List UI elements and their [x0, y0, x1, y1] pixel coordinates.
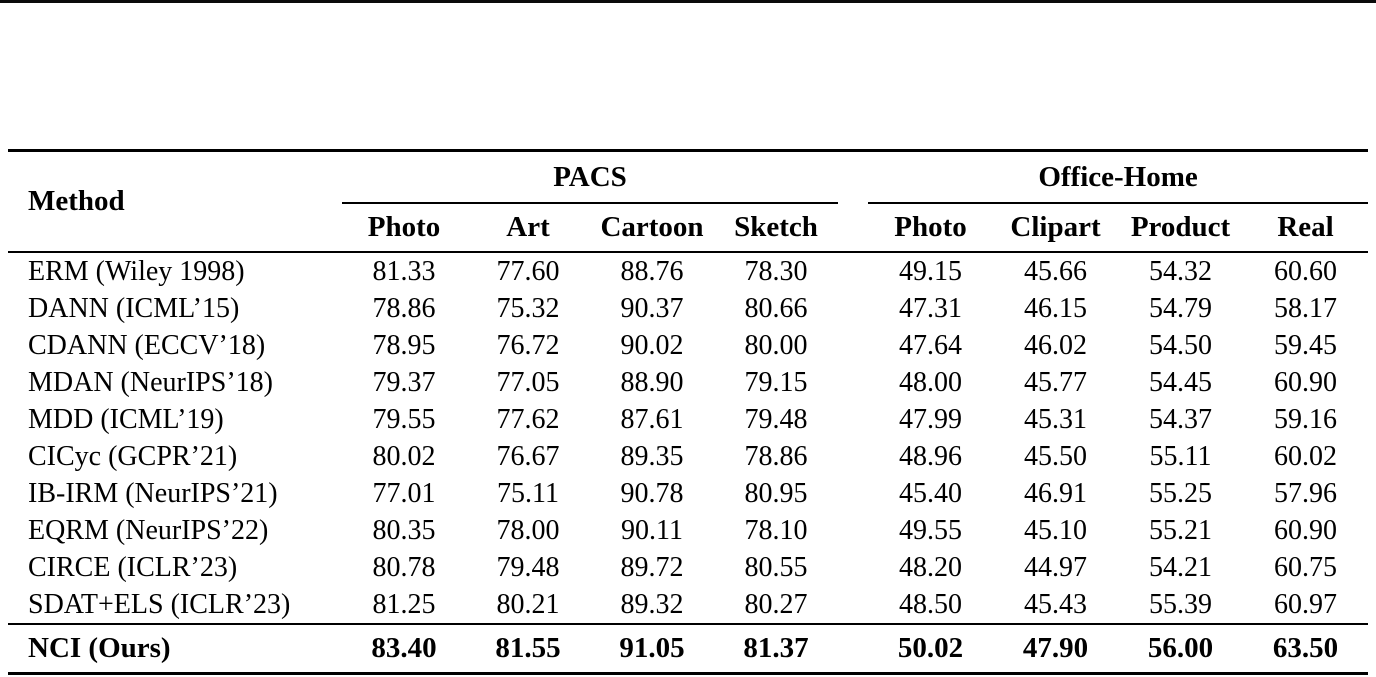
- value-cell: 78.30: [744, 255, 808, 287]
- value-cell: 60.60: [1274, 255, 1338, 287]
- value-cell: 58.17: [1274, 292, 1338, 324]
- method-cell: CDANN (ECCV’18): [28, 329, 266, 361]
- table-row: [8, 512, 1368, 549]
- value-cell: 91.05: [590, 624, 714, 674]
- column-header-pacs-photo: Photo: [342, 203, 466, 252]
- value-cell: 50.02: [868, 624, 993, 674]
- group-gap: [838, 512, 868, 549]
- method-column-header: Method: [8, 151, 342, 253]
- value-cell: 79.37: [372, 366, 436, 398]
- value-cell: 81.25: [372, 588, 436, 620]
- highlight-row-body: [8, 624, 1368, 674]
- value-cell: 77.05: [496, 366, 560, 398]
- value-cell: 47.99: [899, 403, 963, 435]
- value-cell: 76.72: [496, 329, 560, 361]
- method-cell: CIRCE (ICLR’23): [28, 551, 238, 583]
- value-cell: 79.55: [372, 403, 436, 435]
- value-cell: 48.96: [899, 440, 963, 472]
- value-cell: 88.90: [620, 366, 684, 398]
- table-body: [8, 252, 1368, 624]
- value-cell: 57.96: [1274, 477, 1338, 509]
- value-cell: 47.90: [993, 624, 1118, 674]
- value-cell: 46.91: [1024, 477, 1088, 509]
- value-cell: 54.32: [1149, 255, 1213, 287]
- value-cell: 89.32: [620, 588, 684, 620]
- value-cell: 83.40: [342, 624, 466, 674]
- highlight-row: [8, 624, 1368, 674]
- value-cell: 56.00: [1118, 624, 1243, 674]
- column-header-pacs-art: Art: [466, 203, 590, 252]
- value-cell: 48.20: [899, 551, 963, 583]
- group-gap: [838, 475, 868, 512]
- value-cell: 90.78: [620, 477, 684, 509]
- value-cell: 77.01: [372, 477, 436, 509]
- value-cell: 77.62: [496, 403, 560, 435]
- value-cell: 80.78: [372, 551, 436, 583]
- value-cell: 80.27: [744, 588, 808, 620]
- value-cell: 45.77: [1024, 366, 1088, 398]
- value-cell: 48.50: [899, 588, 963, 620]
- group-gap: [838, 252, 868, 290]
- value-cell: 78.00: [496, 514, 560, 546]
- value-cell: 59.45: [1274, 329, 1338, 361]
- group-gap: [838, 438, 868, 475]
- method-cell: MDAN (NeurIPS’18): [28, 366, 273, 398]
- value-cell: 54.45: [1149, 366, 1213, 398]
- column-header-oh-product: Product: [1118, 203, 1243, 252]
- group-header-row: [8, 151, 1368, 204]
- value-cell: 45.50: [1024, 440, 1088, 472]
- value-cell: 81.55: [466, 624, 590, 674]
- group-header-office-home: Office-Home: [868, 151, 1368, 204]
- value-cell: 80.55: [744, 551, 808, 583]
- table-row: [8, 549, 1368, 586]
- method-cell: NCI (Ours): [8, 624, 342, 674]
- value-cell: 47.64: [899, 329, 963, 361]
- value-cell: 45.43: [1024, 588, 1088, 620]
- column-header-oh-clipart: Clipart: [993, 203, 1118, 252]
- table-row: [8, 401, 1368, 438]
- value-cell: 80.21: [496, 588, 560, 620]
- value-cell: 79.15: [744, 366, 808, 398]
- value-cell: 63.50: [1243, 624, 1368, 674]
- table-row: [8, 364, 1368, 401]
- group-gap: [838, 624, 868, 674]
- value-cell: 49.55: [899, 514, 963, 546]
- value-cell: 46.15: [1024, 292, 1088, 324]
- value-cell: 44.97: [1024, 551, 1088, 583]
- column-header-oh-real: Real: [1243, 203, 1368, 252]
- group-header-pacs: PACS: [342, 151, 838, 204]
- value-cell: 45.31: [1024, 403, 1088, 435]
- table-row: [8, 252, 1368, 290]
- value-cell: 80.02: [372, 440, 436, 472]
- value-cell: 55.11: [1149, 440, 1212, 472]
- value-cell: 59.16: [1274, 403, 1338, 435]
- value-cell: 81.37: [714, 624, 838, 674]
- value-cell: 55.21: [1149, 514, 1213, 546]
- group-gap: [838, 364, 868, 401]
- group-gap: [838, 151, 868, 253]
- value-cell: 45.10: [1024, 514, 1088, 546]
- value-cell: 90.37: [620, 292, 684, 324]
- value-cell: 89.72: [620, 551, 684, 583]
- value-cell: 79.48: [496, 551, 560, 583]
- benchmark-results-table: [8, 149, 1368, 675]
- value-cell: 75.32: [496, 292, 560, 324]
- value-cell: 54.21: [1149, 551, 1213, 583]
- group-gap: [838, 401, 868, 438]
- value-cell: 76.67: [496, 440, 560, 472]
- method-cell: SDAT+ELS (ICLR’23): [28, 588, 291, 620]
- value-cell: 77.60: [496, 255, 560, 287]
- method-cell: EQRM (NeurIPS’22): [28, 514, 269, 546]
- value-cell: 47.31: [899, 292, 963, 324]
- table-row: [8, 475, 1368, 512]
- value-cell: 89.35: [620, 440, 684, 472]
- value-cell: 54.79: [1149, 292, 1213, 324]
- value-cell: 60.90: [1274, 514, 1338, 546]
- value-cell: 60.02: [1274, 440, 1338, 472]
- value-cell: 78.10: [744, 514, 808, 546]
- value-cell: 87.61: [620, 403, 684, 435]
- method-cell: MDD (ICML’19): [28, 403, 224, 435]
- method-cell: CICyc (GCPR’21): [28, 440, 238, 472]
- table-row: [8, 327, 1368, 364]
- value-cell: 49.15: [899, 255, 963, 287]
- value-cell: 48.00: [899, 366, 963, 398]
- value-cell: 54.50: [1149, 329, 1213, 361]
- method-cell: ERM (Wiley 1998): [28, 255, 245, 287]
- value-cell: 75.11: [497, 477, 559, 509]
- value-cell: 78.86: [744, 440, 808, 472]
- value-cell: 55.25: [1149, 477, 1213, 509]
- value-cell: 79.48: [744, 403, 808, 435]
- table-row: [8, 438, 1368, 475]
- value-cell: 80.66: [744, 292, 808, 324]
- value-cell: 46.02: [1024, 329, 1088, 361]
- table-row: [8, 586, 1368, 624]
- page-top-rule: [0, 0, 1376, 3]
- value-cell: 78.95: [372, 329, 436, 361]
- value-cell: 55.39: [1149, 588, 1213, 620]
- value-cell: 80.00: [744, 329, 808, 361]
- group-gap: [838, 549, 868, 586]
- value-cell: 45.40: [899, 477, 963, 509]
- method-cell: DANN (ICML’15): [28, 292, 240, 324]
- value-cell: 45.66: [1024, 255, 1088, 287]
- column-header-pacs-sketch: Sketch: [714, 203, 838, 252]
- value-cell: 60.90: [1274, 366, 1338, 398]
- value-cell: 90.02: [620, 329, 684, 361]
- method-cell: IB-IRM (NeurIPS’21): [28, 477, 278, 509]
- value-cell: 54.37: [1149, 403, 1213, 435]
- value-cell: 60.75: [1274, 551, 1338, 583]
- group-gap: [838, 327, 868, 364]
- value-cell: 78.86: [372, 292, 436, 324]
- value-cell: 90.11: [621, 514, 683, 546]
- column-header-pacs-cartoon: Cartoon: [590, 203, 714, 252]
- table-header: [8, 151, 1368, 253]
- group-gap: [838, 586, 868, 624]
- value-cell: 80.95: [744, 477, 808, 509]
- value-cell: 81.33: [372, 255, 436, 287]
- value-cell: 80.35: [372, 514, 436, 546]
- table-row: [8, 290, 1368, 327]
- value-cell: 88.76: [620, 255, 684, 287]
- value-cell: 60.97: [1274, 588, 1338, 620]
- group-gap: [838, 290, 868, 327]
- column-header-oh-photo: Photo: [868, 203, 993, 252]
